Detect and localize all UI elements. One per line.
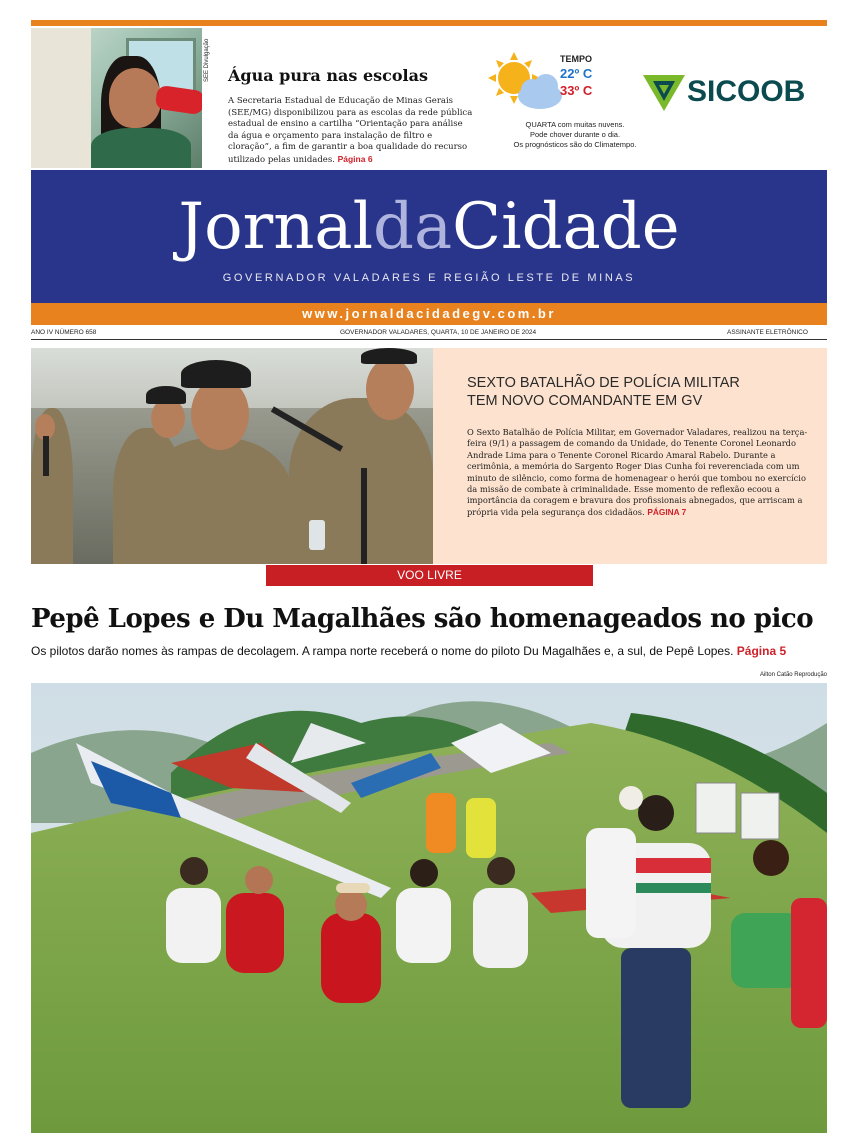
issue-number: ANO IV NÚMERO 658 xyxy=(31,329,97,336)
teaser-photo-credit: SEE Divulgação xyxy=(204,38,210,82)
section-tag[interactable]: VOO LIVRE xyxy=(266,565,593,586)
logo-cidade: Cidade xyxy=(452,190,680,264)
logo-jornal: Jornal xyxy=(178,190,374,264)
sicoob-logo-icon xyxy=(643,71,685,113)
police-story-title[interactable] xyxy=(467,374,787,410)
police-title-line-2: TEM NOVO COMANDANTE EM GV xyxy=(467,393,703,409)
temperature-max: 33º C xyxy=(560,83,593,98)
newspaper-logo[interactable] xyxy=(31,190,827,264)
teaser-body xyxy=(228,96,473,166)
teaser-body-text: A Secretaria Estadual de Educação de Minas Gerais (SEE/MG) disponibilizou para as escolas da rede pública estadual de ensino a cartilha “Orientação para análise da água e orçamento para instalação de filtro e cloração”, a fim de garantir a boa qualidade do recurso utilizado pelas unidades. xyxy=(228,96,473,165)
masthead xyxy=(31,170,827,303)
police-photo[interactable] xyxy=(31,348,433,564)
divider xyxy=(31,339,827,340)
edition-type: ASSINANTE ELETRÔNICO xyxy=(727,329,808,336)
weather-line-2: Pode chover durante o dia. xyxy=(529,130,621,139)
place-date: GOVERNADOR VALADARES, QUARTA, 10 DE JANEIRO DE 2024 xyxy=(340,329,537,336)
main-subhead xyxy=(31,644,831,658)
teaser-photo[interactable] xyxy=(31,28,202,168)
weather-forecast xyxy=(500,120,650,150)
weather-label: TEMPO xyxy=(560,54,593,64)
main-photo-credit: Ailton Catão Reprodução xyxy=(759,672,827,678)
top-accent-bar xyxy=(31,20,827,26)
teaser-page-link[interactable]: Página 6 xyxy=(337,153,373,164)
police-body-text: O Sexto Batalhão de Polícia Militar, em Governador Valadares, realizou na terça-feira (9/1) a passagem de comando da Unidade, do Tenente Coronel Leonardo Andrade Lima para o Tenente Coronel Ricardo Amaral Rabelo. Durante a cerimônia, a memória do Sargento Roger Dias Cunha foi reverenciada com um minuto de silêncio, como forma de homenagear o herói que tombou no exercício da missão de combate à criminalidade. Esse momento de reflexão ecoou a importância da coragem e bravura dos profissionais abnegados, que arriscam a própria vida pela segurança dos cidadãos. xyxy=(467,427,808,517)
main-page-link[interactable]: Página 5 xyxy=(736,644,787,658)
sicoob-wordmark: SICOOB xyxy=(687,75,806,108)
website-url[interactable]: www.jornaldacidadegv.com.br xyxy=(31,303,827,325)
sicoob-ad[interactable] xyxy=(643,70,805,114)
logo-da: da xyxy=(373,190,453,264)
police-title-line-1: SEXTO BATALHÃO DE POLÍCIA MILITAR xyxy=(467,375,740,391)
weather-line-1: QUARTA com muitas nuvens. xyxy=(525,120,625,129)
teaser-title[interactable]: Água pura nas escolas xyxy=(228,66,428,85)
police-story-body xyxy=(467,427,812,518)
partly-cloudy-icon xyxy=(488,50,570,114)
police-page-link[interactable]: PÁGINA 7 xyxy=(647,506,687,517)
main-photo[interactable] xyxy=(31,683,827,1133)
main-headline[interactable]: Pepê Lopes e Du Magalhães são homenageados no pico xyxy=(31,604,814,634)
weather-line-3: Os prognósticos são do Climatempo. xyxy=(513,140,637,149)
temperature-min: 22º C xyxy=(560,66,593,81)
main-subhead-text: Os pilotos darão nomes às rampas de decolagem. A rampa norte receberá o nome do piloto Du Magalhães e, a sul, de Pepê Lopes. xyxy=(31,644,734,658)
masthead-tagline: GOVERNADOR VALADARES E REGIÃO LESTE DE MINAS xyxy=(222,272,636,284)
